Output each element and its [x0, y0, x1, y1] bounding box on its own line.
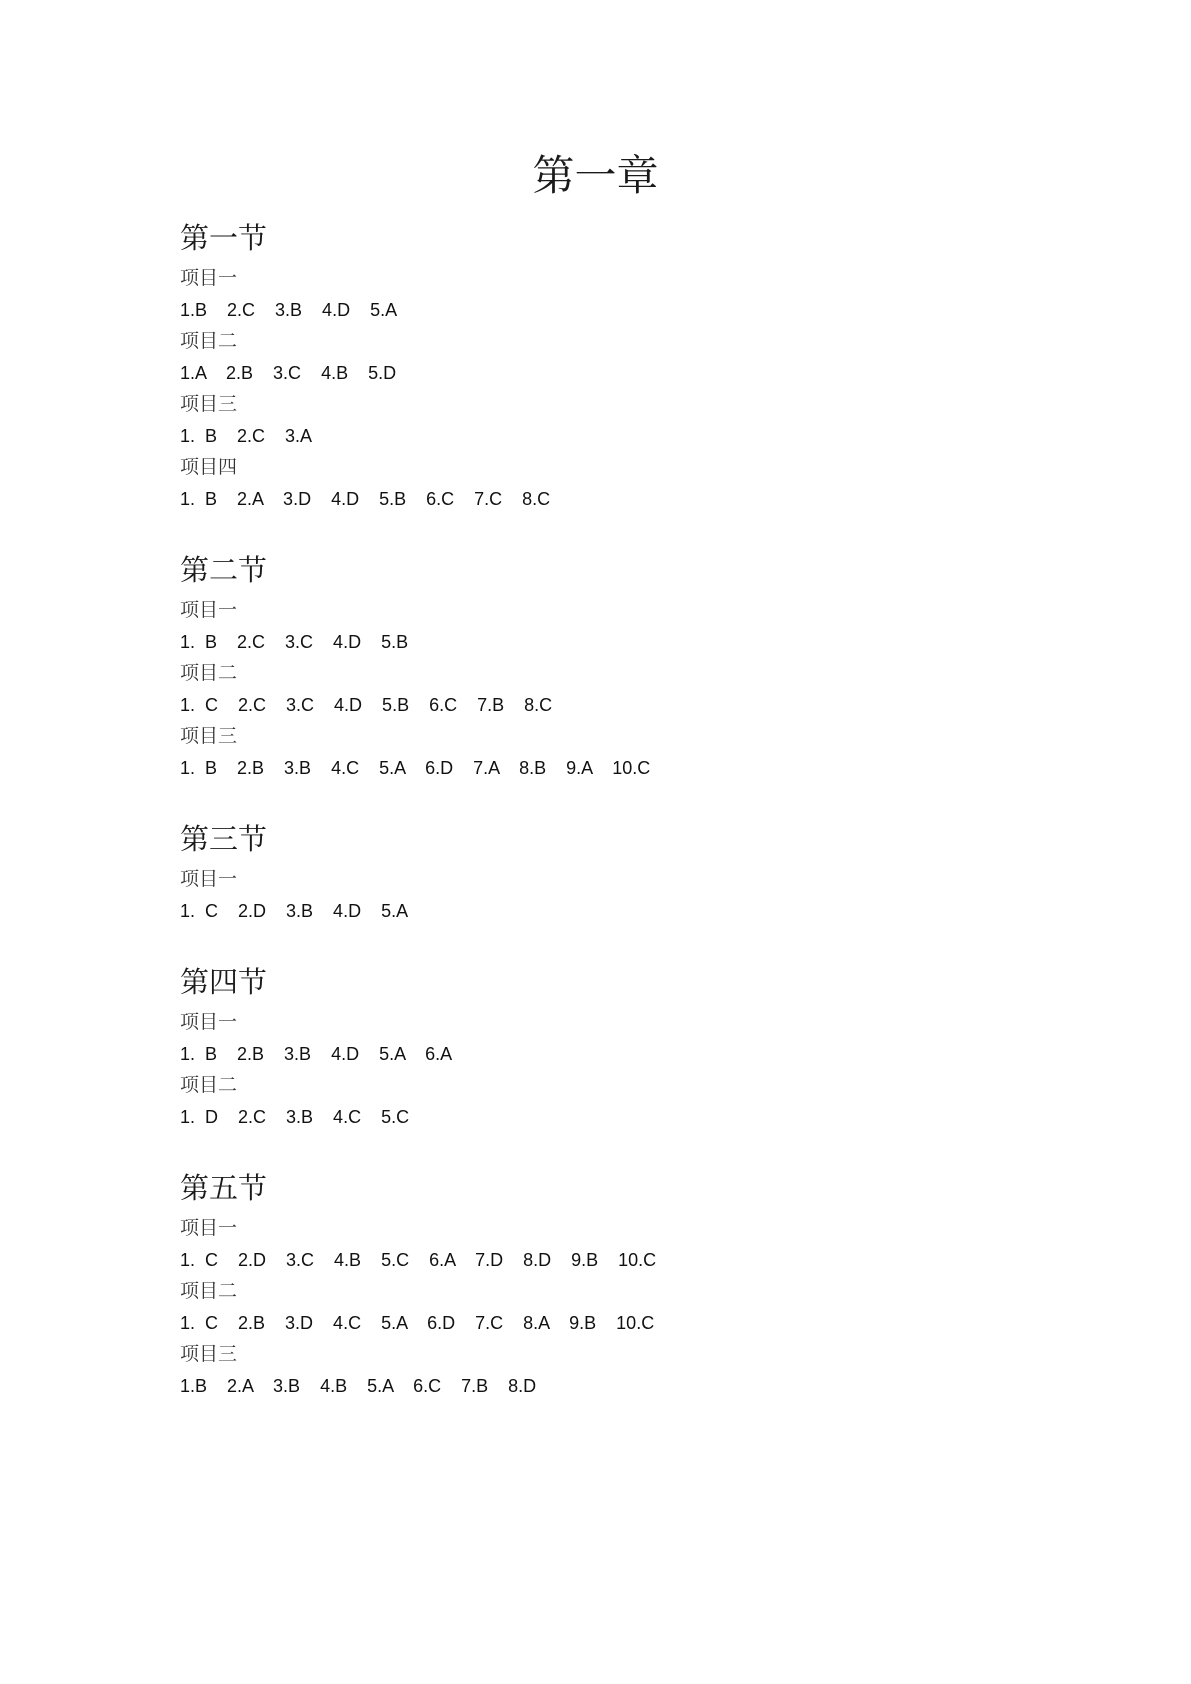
section-title: 第四节: [180, 965, 268, 999]
section-title: 第二节: [180, 553, 268, 587]
item-label: 项目一: [180, 1217, 238, 1239]
answer-line: 1. B 2.A 3.D 4.D 5.B 6.C 7.C 8.C: [180, 489, 551, 509]
item-label: 项目二: [180, 1280, 238, 1302]
item-label: 项目三: [180, 1343, 238, 1365]
section: [180, 1165, 1080, 1402]
section: [180, 547, 1080, 784]
answer-line: 1. B 2.C 3.A: [180, 426, 313, 446]
section-title: 第五节: [180, 1171, 268, 1205]
chapter-content: [180, 215, 1080, 1434]
item-label: 项目二: [180, 1074, 238, 1096]
item-label: 项目二: [180, 330, 238, 352]
section-title: 第一节: [180, 221, 268, 255]
section: [180, 215, 1080, 515]
answer-line: 1. C 2.D 3.C 4.B 5.C 6.A 7.D 8.D 9.B 10.C: [180, 1250, 657, 1270]
answer-line: 1. D 2.C 3.B 4.C 5.C: [180, 1107, 410, 1127]
item-label: 项目一: [180, 267, 238, 289]
item-label: 项目四: [180, 456, 238, 478]
answer-line: 1.A 2.B 3.C 4.B 5.D: [180, 363, 397, 383]
item-label: 项目三: [180, 725, 238, 747]
item-label: 项目二: [180, 662, 238, 684]
answer-line: 1.B 2.C 3.B 4.D 5.A: [180, 300, 398, 320]
answer-line: 1. C 2.D 3.B 4.D 5.A: [180, 901, 409, 921]
section: [180, 959, 1080, 1133]
item-label: 项目三: [180, 393, 238, 415]
answer-line: 1. C 2.C 3.C 4.D 5.B 6.C 7.B 8.C: [180, 695, 553, 715]
answer-line: 1. B 2.B 3.B 4.D 5.A 6.A: [180, 1044, 453, 1064]
item-label: 项目一: [180, 599, 238, 621]
item-label: 项目一: [180, 1011, 238, 1033]
answer-line: 1. B 2.C 3.C 4.D 5.B: [180, 632, 409, 652]
answer-line: 1. C 2.B 3.D 4.C 5.A 6.D 7.C 8.A 9.B 10.C: [180, 1313, 655, 1333]
section: [180, 816, 1080, 927]
item-label: 项目一: [180, 868, 238, 890]
answer-line: 1.B 2.A 3.B 4.B 5.A 6.C 7.B 8.D: [180, 1376, 537, 1396]
chapter-title: 第一章: [532, 151, 659, 200]
section-title: 第三节: [180, 822, 268, 856]
answer-line: 1. B 2.B 3.B 4.C 5.A 6.D 7.A 8.B 9.A 10.C: [180, 758, 651, 778]
